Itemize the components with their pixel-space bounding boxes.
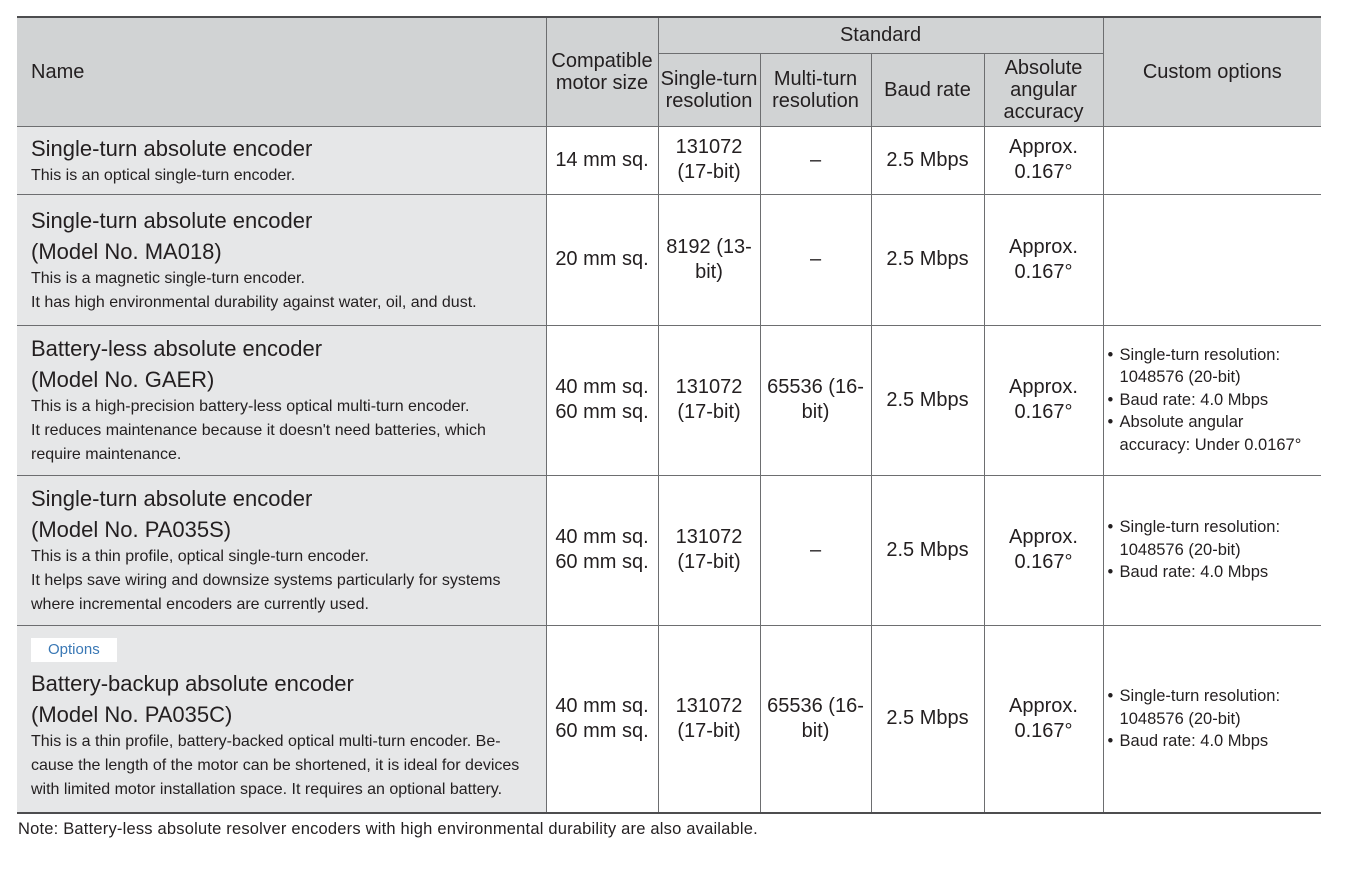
single-turn-resolution: 131072 (17-bit) xyxy=(658,625,760,813)
header-single-turn: Single-turn resolution xyxy=(658,53,760,126)
option-text: Baud rate: 4.0 Mbps xyxy=(1119,732,1269,750)
single-turn-resolution: 8192 (13-bit) xyxy=(658,194,760,325)
encoder-name-cell xyxy=(17,126,546,194)
encoder-model: (Model No. GAER) xyxy=(31,367,215,392)
custom-options-list xyxy=(1110,344,1322,457)
encoder-description: This is a high-precision battery-less optical multi-turn encoder. xyxy=(31,398,470,415)
baud-rate: 2.5 Mbps xyxy=(871,475,984,625)
encoder-description: This is a magnetic single-turn encoder. xyxy=(31,269,305,287)
motor-size-value: 40 mm sq. xyxy=(555,376,649,398)
motor-size-value: 40 mm sq. xyxy=(555,694,649,717)
multi-turn-resolution: 65536 (16-bit) xyxy=(760,625,871,813)
encoder-model: (Model No. PA035S) xyxy=(31,517,232,542)
encoder-description: It helps save wiring and downsize systems particularly for systems xyxy=(31,572,501,589)
single-turn-resolution: 131072 (17-bit) xyxy=(658,126,760,194)
encoder-description: require maintenance. xyxy=(31,446,182,463)
baud-rate: 2.5 Mbps xyxy=(871,126,984,194)
option-text: 1048576 (20-bit) xyxy=(1119,368,1241,387)
option-text: Baud rate: 4.0 Mbps xyxy=(1119,563,1269,582)
custom-options xyxy=(1103,625,1321,813)
encoder-name-cell xyxy=(17,625,546,813)
option-text: Single-turn resolution: xyxy=(1119,345,1281,364)
multi-turn-resolution: – xyxy=(760,194,871,325)
angular-accuracy: Approx. 0.167° xyxy=(984,625,1103,813)
encoder-model: (Model No. MA018) xyxy=(31,238,222,264)
table-row xyxy=(17,126,1321,194)
custom-options-list xyxy=(1110,516,1322,584)
encoder-title: Single-turn absolute encoder xyxy=(31,135,313,161)
angular-accuracy: Approx. 0.167° xyxy=(984,325,1103,475)
baud-rate: 2.5 Mbps xyxy=(871,325,984,475)
angular-accuracy: Approx. 0.167° xyxy=(984,126,1103,194)
option-item xyxy=(1110,730,1322,753)
encoder-title: Battery-less absolute encoder xyxy=(31,336,323,361)
motor-size: 14 mm sq. xyxy=(546,126,658,194)
motor-size xyxy=(546,475,658,625)
motor-size-value: 60 mm sq. xyxy=(555,551,649,573)
single-turn-resolution: 131072 (17-bit) xyxy=(658,475,760,625)
encoder-description: It has high environmental durability against water, oil, and dust. xyxy=(31,293,477,311)
baud-rate: 2.5 Mbps xyxy=(871,194,984,325)
header-motor-size: Compatible motor size xyxy=(546,17,658,126)
encoder-description: This is an optical single-turn encoder. xyxy=(31,166,296,184)
encoder-description: It reduces maintenance because it doesn't need batteries, which xyxy=(31,422,486,439)
multi-turn-resolution: – xyxy=(760,126,871,194)
option-text: 1048576 (20-bit) xyxy=(1119,540,1241,559)
option-text: accuracy: Under 0.0167° xyxy=(1119,435,1302,454)
encoder-title: Battery-backup absolute encoder xyxy=(31,670,354,696)
baud-rate: 2.5 Mbps xyxy=(871,625,984,813)
motor-size-value: 60 mm sq. xyxy=(555,401,649,423)
encoder-name-cell xyxy=(17,194,546,325)
multi-turn-resolution: 65536 (16-bit) xyxy=(760,325,871,475)
motor-size: 20 mm sq. xyxy=(546,194,658,325)
encoder-description: where incremental encoders are currently used. xyxy=(31,596,369,613)
encoder-description: This is a thin profile, battery-backed optical multi-turn encoder. Be- xyxy=(31,732,501,750)
option-item xyxy=(1110,389,1322,412)
encoder-description: cause the length of the motor can be shortened, it is ideal for devices xyxy=(31,756,520,774)
option-text: Single-turn resolution: xyxy=(1119,518,1281,537)
encoder-name-cell xyxy=(17,325,546,475)
motor-size-value: 60 mm sq. xyxy=(555,719,649,742)
header-custom-options: Custom options xyxy=(1103,17,1321,126)
multi-turn-resolution: – xyxy=(760,475,871,625)
option-item xyxy=(1110,561,1322,584)
encoder-title: Single-turn absolute encoder xyxy=(31,207,313,233)
header-standard: Standard xyxy=(658,17,1103,53)
footnote: Note: Battery-less absolute resolver encoders with high environmental durability are also available. xyxy=(18,820,758,838)
option-text: Single-turn resolution: xyxy=(1119,687,1281,705)
single-turn-resolution: 131072 (17-bit) xyxy=(658,325,760,475)
custom-options xyxy=(1103,194,1321,325)
encoder-title: Single-turn absolute encoder xyxy=(31,486,313,511)
header-row-top xyxy=(17,17,1321,53)
header-baud-rate: Baud rate xyxy=(871,53,984,126)
angular-accuracy: Approx. 0.167° xyxy=(984,194,1103,325)
options-badge: Options xyxy=(31,638,117,662)
angular-accuracy: Approx. 0.167° xyxy=(984,475,1103,625)
custom-options xyxy=(1103,325,1321,475)
header-name: Name xyxy=(17,17,546,126)
option-item xyxy=(1110,344,1322,389)
encoder-spec-table xyxy=(17,16,1321,814)
motor-size xyxy=(546,625,658,813)
option-text: Absolute angular xyxy=(1119,413,1244,432)
custom-options xyxy=(1103,475,1321,625)
encoder-model: (Model No. PA035C) xyxy=(31,701,233,727)
table-row xyxy=(17,625,1321,813)
option-text: 1048576 (20-bit) xyxy=(1119,709,1241,728)
header-accuracy: Absolute angular accuracy xyxy=(984,53,1103,126)
motor-size-value: 40 mm sq. xyxy=(555,526,649,548)
header-multi-turn: Multi-turn resolution xyxy=(760,53,871,126)
encoder-description: with limited motor installation space. It requires an optional battery. xyxy=(31,780,503,798)
option-item xyxy=(1110,516,1322,561)
motor-size xyxy=(546,325,658,475)
option-text: Baud rate: 4.0 Mbps xyxy=(1119,390,1269,409)
option-item xyxy=(1110,411,1322,456)
option-item xyxy=(1110,685,1322,730)
encoder-name-cell xyxy=(17,475,546,625)
custom-options xyxy=(1103,126,1321,194)
table-row xyxy=(17,475,1321,625)
table-row xyxy=(17,325,1321,475)
table-row xyxy=(17,194,1321,325)
encoder-description: This is a thin profile, optical single-turn encoder. xyxy=(31,548,369,565)
custom-options-list xyxy=(1110,685,1322,753)
